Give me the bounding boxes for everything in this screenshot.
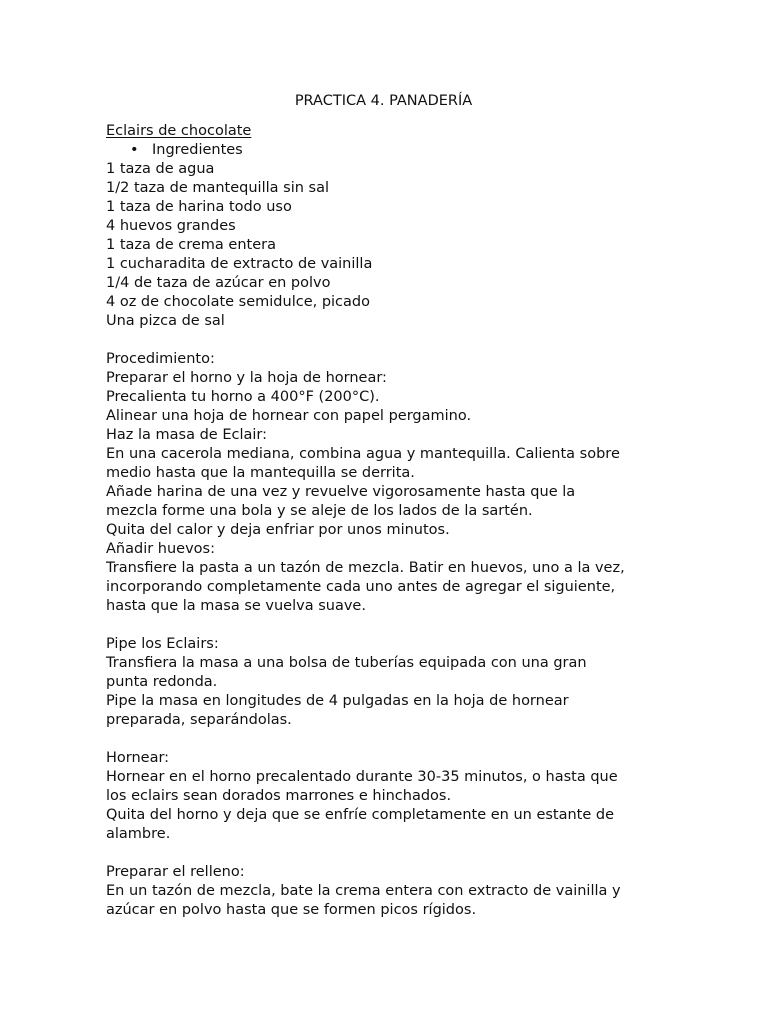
- procedure-line: incorporando completamente cada uno antes de agregar el siguiente,: [106, 579, 616, 595]
- spacer: [106, 331, 666, 350]
- procedure-line: Alinear una hoja de hornear con papel pergamino.: [106, 408, 472, 424]
- procedure-line: azúcar en polvo hasta que se formen picos rígidos.: [106, 902, 477, 918]
- procedure-line: Preparar el relleno:: [106, 864, 245, 880]
- list-item: 1 taza de agua: [106, 161, 215, 177]
- procedure-line: Quita del calor y deja enfriar por unos minutos.: [106, 522, 450, 538]
- ingredients-list: [106, 160, 666, 331]
- procedure-line: hasta que la masa se vuelva suave.: [106, 598, 366, 614]
- procedure-line: Hornear:: [106, 750, 170, 766]
- procedure-line: Precalienta tu horno a 400°F (200°C).: [106, 389, 380, 405]
- procedure-line: [106, 616, 666, 635]
- ingredients-heading-label: Ingredientes: [152, 142, 243, 158]
- procedure-line: En un tazón de mezcla, bate la crema entera con extracto de vainilla y: [106, 883, 621, 899]
- procedure-line: [106, 730, 666, 749]
- procedure-line: medio hasta que la mantequilla se derrita.: [106, 465, 415, 481]
- page-title: PRACTICA 4. PANADERÍA: [294, 93, 473, 109]
- procedure-section: [106, 350, 666, 920]
- procedure-line: mezcla forme una bola y se aleje de los lados de la sartén.: [106, 503, 533, 519]
- procedure-line: alambre.: [106, 826, 171, 842]
- procedure-line: [106, 844, 666, 863]
- procedure-line: En una cacerola mediana, combina agua y mantequilla. Calienta sobre: [106, 446, 620, 462]
- procedure-line: Haz la masa de Eclair:: [106, 427, 267, 443]
- procedure-line: Hornear en el horno precalentado durante 30-35 minutos, o hasta que: [106, 769, 618, 785]
- procedure-line: Procedimiento:: [106, 351, 215, 367]
- procedure-line: Transfiera la masa a una bolsa de tuberías equipada con una gran: [106, 655, 587, 671]
- recipe-title: Eclairs de chocolate: [106, 123, 252, 139]
- list-item: 4 oz de chocolate semidulce, picado: [106, 294, 370, 310]
- procedure-line: Quita del horno y deja que se enfríe completamente en un estante de: [106, 807, 615, 823]
- procedure-line: Añade harina de una vez y revuelve vigorosamente hasta que la: [106, 484, 576, 500]
- procedure-line: Pipe los Eclairs:: [106, 636, 219, 652]
- procedure-line: los eclairs sean dorados marrones e hinchados.: [106, 788, 452, 804]
- bullet-icon: •: [130, 142, 139, 158]
- list-item: 1/4 de taza de azúcar en polvo: [106, 275, 331, 291]
- list-item: 1/2 taza de mantequilla sin sal: [106, 180, 329, 196]
- ingredients-heading: [106, 141, 666, 160]
- procedure-line: Añadir huevos:: [106, 541, 215, 557]
- list-item: 1 cucharadita de extracto de vainilla: [106, 256, 373, 272]
- procedure-line: Pipe la masa en longitudes de 4 pulgadas en la hoja de hornear: [106, 693, 569, 709]
- procedure-line: Preparar el horno y la hoja de hornear:: [106, 370, 387, 386]
- document-body: [106, 122, 666, 920]
- list-item: Una pizca de sal: [106, 313, 225, 329]
- list-item: 1 taza de harina todo uso: [106, 199, 292, 215]
- list-item: 4 huevos grandes: [106, 218, 236, 234]
- list-item: 1 taza de crema entera: [106, 237, 276, 253]
- procedure-line: punta redonda.: [106, 674, 218, 690]
- procedure-line: preparada, separándolas.: [106, 712, 292, 728]
- procedure-line: Transfiere la pasta a un tazón de mezcla. Batir en huevos, uno a la vez,: [106, 560, 625, 576]
